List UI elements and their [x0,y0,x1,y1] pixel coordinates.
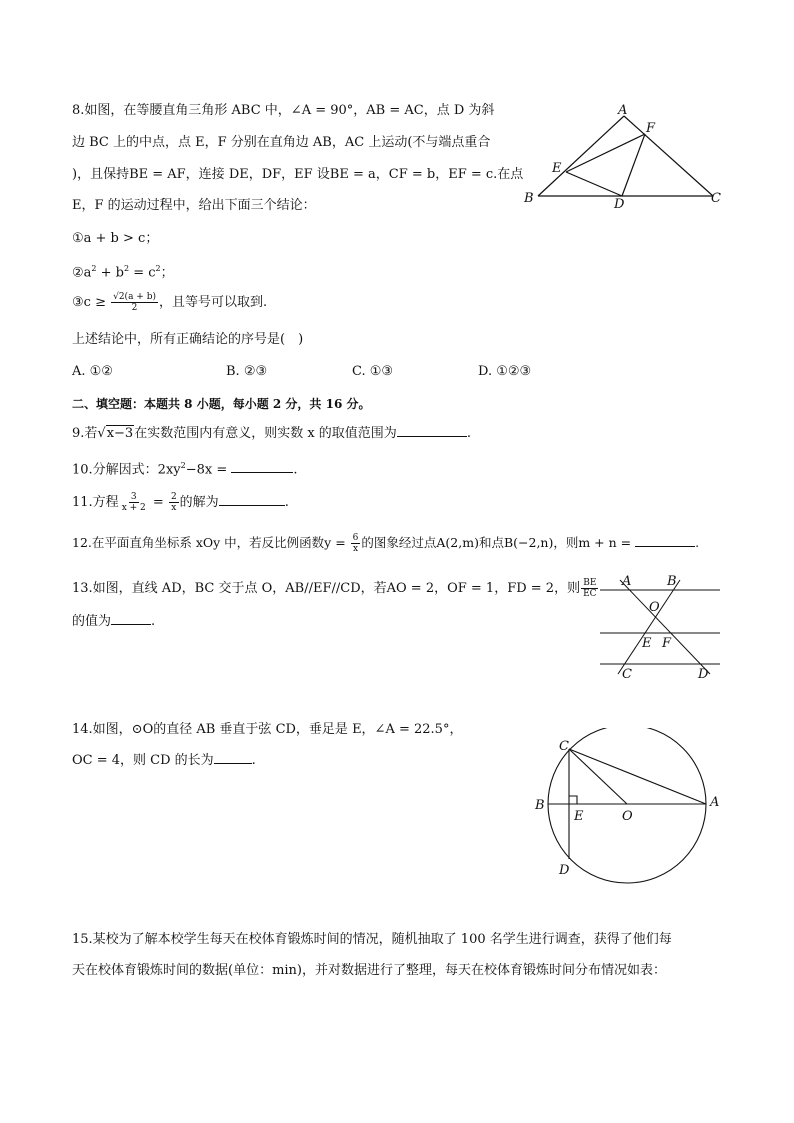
label-E: E [552,161,562,176]
q11: 11.方程 $\frac{3}{x + 2}$ = $\frac{2}{x}$ 的解为 . [72,492,289,513]
q12: 12.在平面直角坐标系 xOy 中，若反比例函数y = $\frac{6}{x}$ 的图象经过点A(2,m)和点B(−2,n)，则m + n = . [72,533,700,554]
q15-line1: 15.某校为了解本校学生每天在校体育锻炼时间的情况，随机抽取了 100 名学生进行调查，获得了他们每 [72,932,672,947]
q15-line2: 天在校体育锻炼时间的数据(单位：min)，并对数据进行了整理，每天在校体育锻炼时间分布情况如表： [72,963,667,978]
q11-answer-blank [219,493,285,506]
q14-answer-blank [214,751,252,764]
section-heading: 二、填空题：本题共 8 小题，每小题 2 分，共 16 分。 [72,397,371,411]
label-B: B [535,798,545,813]
q13: 13.如图，直线 AD，BC 交于点 O，AB//EF//CD，若AO = 2，OF = 1，FD = 2，则 $\frac{BE}{EC}$ [72,578,597,599]
q8-line4: E，F 的运动过程中，给出下面三个结论： [72,198,316,213]
label-A: A [710,795,720,810]
label-F: F [662,636,672,651]
q8-option-c: C. ①③ [352,364,394,379]
q14-line2: OC = 4，则 CD 的长为 . [72,753,256,768]
label-C: C [711,191,721,206]
q8-option-a: A. ①② [72,364,113,379]
label-C: C [622,667,632,682]
label-A: A [622,574,632,589]
label-O: O [622,809,633,824]
label-B: B [667,574,677,589]
label-D: D [614,197,625,212]
label-O: O [649,600,660,615]
q9-answer-blank [397,424,467,437]
q9: 9.若√x−3在实数范围内有意义，则实数 x 的取值范围为 . [72,426,471,441]
q8-conclusion-1: ①a + b > c； [72,231,159,246]
q8-triangle-figure [518,102,728,212]
q13-line2: 的值为 . [72,614,156,629]
q8-line2: 边 BC 上的中点，点 E，F 分别在直角边 AB，AC 上运动(不与端点重合 [72,135,491,150]
q12-answer-blank [635,534,695,547]
q8-question: 上述结论中，所有正确结论的序号是( ) [72,332,304,347]
q10: 10.分解因式：$2xy^2-8x$ = . [72,461,298,478]
q8-option-b: B. ②③ [226,364,268,379]
label-F: F [646,121,656,136]
label-E: E [642,636,652,651]
label-D: D [559,863,570,878]
label-D: D [698,667,709,682]
q10-answer-blank [231,460,293,473]
q13-parallel-lines-figure [598,572,724,682]
q8-line3: )，且保持BE = AF，连接 DE，DF，EF 设BE = a，CF = b，EF = c.在点 [72,167,524,182]
label-C: C [559,739,569,754]
q14-circle-figure [530,728,730,890]
q8-option-d: D. ①②③ [478,364,532,379]
q8-line1: 8.如图，在等腰直角三角形 ABC 中，∠A = 90°，AB = AC，点 D 为斜 [72,103,495,118]
label-B: B [524,191,534,206]
label-A: A [618,103,628,118]
label-E: E [574,809,584,824]
q8-conclusion-3: ③c ≥ $\frac{√2(a + b)}{2}$ ，且等号可以取到. [72,292,268,313]
q14-line1: 14.如图，⊙O的直径 AB 垂直于弦 CD，垂足是 E，∠A = 22.5°， [72,722,463,737]
q8-conclusion-2: $②a^2 + b^2 = c^2$； [72,264,174,281]
q13-answer-blank [111,612,151,625]
